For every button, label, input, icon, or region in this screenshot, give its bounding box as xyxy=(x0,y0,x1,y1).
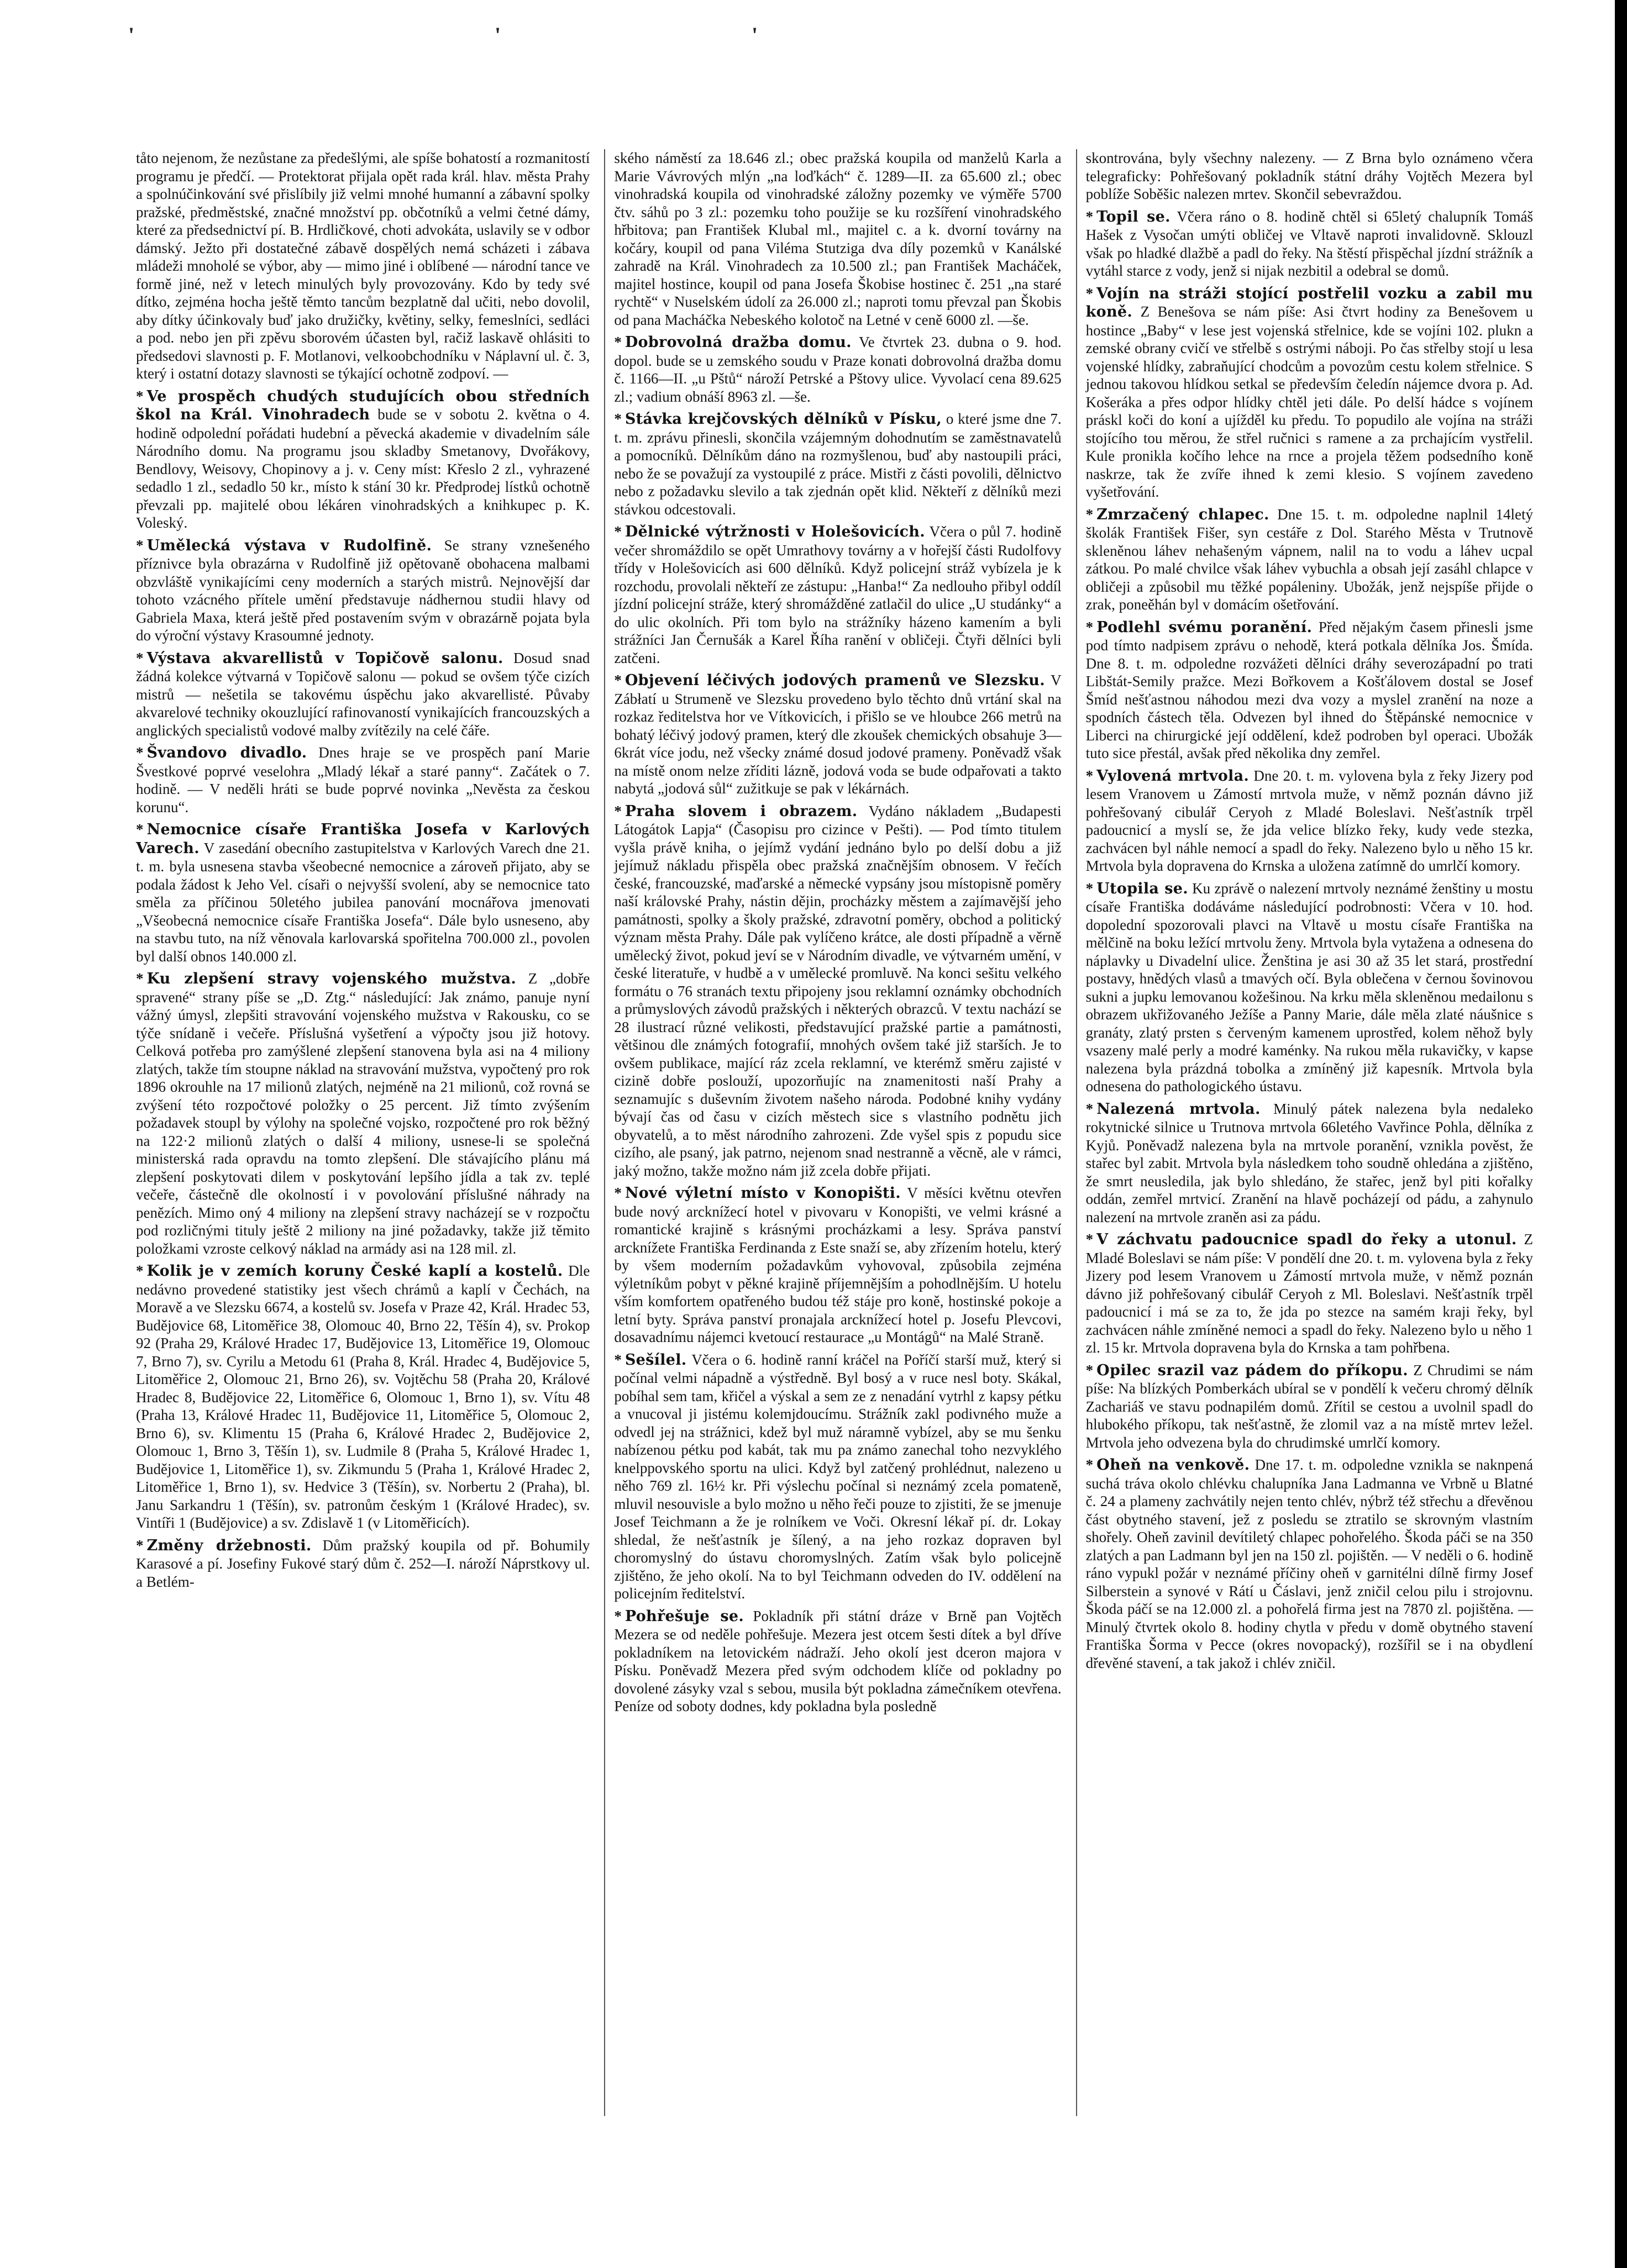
article-body: Před nějakým časem přinesli jsme pod tímto nadpisem zprávu o nehodě, která potkala dělníka Jos. Šmída. Dne 8. t. m. odpoledne rozvážeti dělníci dráhy severozápadní po trati Libštát-Semily pražce. Mezi Bořkovem a Košťálovem dostal se Josef Šmíd nešťastnou náhodou mezi dva vozy a myslel zranění na noze a spodních částech těla. Odvezen byl ihned do Štěpánské nemocnice v Liberci na chirurgické její oddělení, kdež podroben byl operaci. Ubožák tuto sice přestál, avšak před několika dny zemřel. xyxy=(1085,618,1533,761)
article-body: Z Mladé Boleslavi se nám píše: V pondělí dne 20. t. m. vylovena byla z řeky Jizery pod lesem Vranovem u Zámostí mrtvola muže, v němž poznán dávno již pohřešovaný cibulář Ceryoh z Ml. Boleslavi. Nešťastník trpěl padoucnicí i má se za to, že jda po stezce na samém kraji řeky, byl zachvácen náhle zmíněné nemoci a spadl do řeky. Nalezeno bylo u něho 1 zl. 15 kr. Mrtvola dopravena byla do Krnska a tam pohřbena. xyxy=(1085,1231,1533,1356)
article-headline: Vylovená mrtvola. xyxy=(1096,767,1250,785)
article xyxy=(1086,506,1533,614)
article xyxy=(614,1607,1061,1716)
article-headline: Ku zlepšení stravy vojenského mužstva. xyxy=(146,970,517,987)
article-marker: * xyxy=(136,744,144,761)
article-marker: * xyxy=(136,536,144,554)
article xyxy=(1086,1361,1533,1452)
article xyxy=(1086,767,1533,875)
article-marker: * xyxy=(136,649,144,666)
article xyxy=(614,1351,1061,1603)
article-marker: * xyxy=(614,672,622,688)
article xyxy=(1086,285,1533,501)
article xyxy=(614,410,1061,518)
article-headline: Zmrzačený chlapec. xyxy=(1096,506,1269,523)
article-body: Dne 17. t. m. odpoledne vznikla se naknpená suchá tráva okolo chlévku chalupníka Jana Ladmanna ve Vrbně u Blatné č. 24 a plameny zachvátily nejen tento chlév, nýbrž též střechu a dřevěnou část obytného stavení, jež z posledu se ztratilo se skrovným vlastním shořely. Oheň zavinil devítiletý chlapec pohořelého. Škoda páči se na 350 zlatých a pan Ladmann byl jen na 150 zl. pojištěn. — V neděli o 6. hodině ráno vypukl požár v neznámé příčiny oheň v garnitélni dílně firmy Josef Silberstein a synové v Rátí u Čáslavi, jenž zničil celou pilu i strojovnu. Škoda páčí se na 12.000 zl. a pohořelá firma jest na 7870 zl. pojištěna. — Minulý čtvrtek okolo 8. hodiny chytla v předu v domě obytného stavení Františka Šorma v Pecce (okres novopacký), rozšířil se i na obydlení dřevěné stavení, a tak jakož i chlév zničil. xyxy=(1085,1456,1533,1671)
article-marker: * xyxy=(1085,285,1094,302)
article-body: bude se v sobotu 2. května o 4. hodině odpolední pořádati hudební a pěvecká akademie v divadelním sále Národního domu. Na programu jsou skladby Smetanovy, Dvořákovy, Bendlovy, Weisovy, Chopinovy a j. v. Ceny míst: Křeslo 2 zl., vyhrazené sedadlo 1 zl., sedadlo 50 kr., místo k stání 30 kr. Předprodej lístků ochotně převzali pp. majitelé obou lékáren vinohradských a knihkupec p. K. Voleský. xyxy=(136,406,590,531)
article-headline: Vojín na stráži stojící postřelil vozku a zabil mu koně. xyxy=(1085,285,1533,320)
article-marker: * xyxy=(1085,618,1094,635)
article xyxy=(614,1184,1061,1346)
article-body: Minulý pátek nalezena byla nedaleko rokytnické silnice u Trutnova mrtvola 66letého Vavřince Pohla, dělníka z Kyjů. Poněvadž nalezena byla na mrtvole poranění, vznikla pověst, že stařec byl zabit. Mrtvola byla následkem toho soudně ohledána a zjištěno, že smrt neusledila, jak bylo shledáno, že stařec, jenž byl piti kořalky oddán, zemřel mrtvicí. Zranění na hlavě pocházejí od pádu, a zahynulo nalezení na mrtvole zraněn asi za pádu. xyxy=(1085,1100,1534,1225)
article-marker: * xyxy=(614,802,622,819)
article xyxy=(1086,1100,1533,1227)
article-body: o které jsme dne 7. t. m. zprávu přinesli, skončila vzájemným dohodnutím se zaměstnavatelů a pomocníků. Dělníkům dáno na rozmyšlenou, buď aby nastoupili práci, nebo že se považují za vystoupilé z práce. Mistři z části povolili, dělnictvo nebo z požadavku slevilo a tak zjednán opět klid. Někteří z dělníků mezi stávkou odcestovali. xyxy=(614,411,1062,518)
article-marker: * xyxy=(1085,208,1094,225)
article-marker: * xyxy=(136,1536,144,1554)
page-mark: ' xyxy=(752,23,758,48)
article-body: Pokladník při státní dráze v Brně pan Vojtěch Mezera se od neděle pohřešuje. Mezera jest otcem šesti dítek a byl dříve pokladníkem na letovickém nádraží. Jeho okolí jest dceron majora v Písku. Poněvadž Mezera před svým odchodem klíče od pokladny po dovolené zásyky vzal s sebou, musila být pokladna zámečníkem otevřena. Peníze od soboty dodnes, kdy pokladna byla posledně xyxy=(614,1607,1062,1714)
article-headline: Pohřešuje se. xyxy=(624,1607,744,1625)
article-headline: Kolik je v zemích koruny České kaplí a kostelů. xyxy=(146,1262,563,1280)
article-headline: Dobrovolná dražba domu. xyxy=(624,334,852,351)
article-body: Včera o 6. hodině ranní kráčel na Poříčí starší muž, který si počínal velmi nápadně a výstředně. Byl bosý a v ruce nesl boty. Skákal, pobíhal sem tam, křičel a výskal a sem ze z nenadání vytrhl z kapsy pétku a vnucoval ji jistému kolemjdoucímu. Strážník zakl podivného muže a odvedl jej na strážnici, kdež byl muž náramně vybízel, aby se mu šenku nabízenou pétku pod kabát, tak mu pa známo zanechal toho nezvyklého knelppovského sportu na ulici. Když byl zatčený prohlédnut, nalezeno u něho 769 zl. 16½ kr. Při výslechu počínal si neznámý zcela pomateně, mluvil nesouvisle a bylo možno u něho řeči pouze to zjistiti, že se jmenuje Josef Teichmann a že je rolníkem ve Voči. Okresní lékař pí. dr. Lokay shledal, že nešťastník je šílený, a na jeho rozkaz dopraven byl choromyslný do ústavu choromyslných. Zatím však bylo policejně zjištěno, že jeho okolí. Na to byl Teichmann odveden do IV. oddělení na policejním ředitelství. xyxy=(614,1351,1062,1602)
article-body: Vydáno nákladem „Budapesti Látogátok Lapja“ (Časopisu pro cizince v Pešti). — Pod tímto titulem vyšla právě kniha, o jejímž vydání jednáno bylo po delší dobu a již jejímuž nákladu přispěla obec pražská značnějším obnosem. V řečích české, francouzské, maďarské a německé vypsány jsou místopisně poměry naší královské Prahy, nástin dějin, procházky městem a zajímavější jeho památnosti, spolky a školy pražské, zdravotní poměry, obchod a politický význam města Prahy. Dále pak vylíčeno krátce, ale dosti případně a věrně umělecký život, pokud jeví se v Národním divadle, ve výtvarném umění, v české literatuře, v hudbě a v umělecké promluvě. Na konci sešitu velkého formátu o 76 stranách textu připojeny jsou reklamní oznámky obchodních a průmyslových závodů pražských i některých obrazců. V textu nachází se 28 ilustrací různé velikosti, představující pražské partie a památnosti, většinou dle známých fotografií, mnohých ovšem také již starších. Je to ovšem publikace, mající ráz zcela reklamní, ve kterémž směru zajisté v cizině dobře poslouží, upozorňujíc na znamenitosti naší Prahy a seznamujíc s duševním životem našeho národa. Podobné knihy vydány bývají čas od času v cizích městech sice s vlastního podnětu jich obyvatelů, a to měst národního zahrozeni. Zde vyšel spis z popudu sice cizího, ale psaný, jak patrno, nejenom snad nestranně a věcně, ale v rámci, jaký možno, takže možno nám již zcela dobře přijati. xyxy=(614,802,1062,1179)
article-headline: Dělnické výtržnosti v Holešovicích. xyxy=(624,523,925,540)
article xyxy=(136,820,590,965)
article-body: Ku zprávě o nalezení mrtvoly neznámé ženštiny u mostu císaře Františka dodáváme následující podrobnosti: Včera v 10. hod. dopolední spozorovali plavci na Vltavě u mostu císaře Františka na mělčině na boku ležící mrtvolu ženy. Mrtvola byla vytažena a odnesena do náplavky u Divadelní ulice. Ženština je asi 30 až 35 let stará, prostřední postavy, hnědých vlasů a tmavých očí. Byla oblečena v černou šovinovou sukni a jupku lemovanou kožešinou. Na krku měla skleněnou medailonu s obrazem ukřižovaného Ježíše a Panny Marie, dále měla zlaté náušnice s granáty, zlatý prsten s červeným kamenem uprostřed, kolem něhož byly vsazeny malé perly a modré kaménky. Na rukou měla rukavičky, v kapse nalezena byla prázdná tobolka a zmíněný již kapesník. Mrtvola byla odnesena do pathologického ústavu. xyxy=(1085,880,1533,1094)
page-mark: ' xyxy=(128,23,135,48)
article xyxy=(136,970,590,1257)
article-marker: * xyxy=(614,1607,622,1624)
article-body: V měsíci květnu otevřen bude nový arcknížecí hotel v pivovaru v Konopišti, ve velmi krásné a romantické krajině s krásnými procházkami a lesy. Správa panství arcknížete Františka Ferdinanda z Este snaží se, aby zřízením hotelu, který by všem moderním požadavkům vyhovoval, způsobila zejména výletníkům pobyt v pěkné krajině příjemnějším a pohodlnějším. U hotelu vším komfortem opatřeného budou též stáje pro koně, hostinské pokoje a letní byty. Správa panství pronajala arcknížecí hotel p. Josefu Plevcovi, dosavadnímu nájemci kvetoucí restaurace „u Montágů“ na Malé Straně. xyxy=(614,1185,1062,1345)
article-marker: * xyxy=(614,334,622,350)
article-headline: Nemocnice císaře Františka Josefa v Karlových Varech. xyxy=(136,821,590,857)
article-headline: Utopila se. xyxy=(1096,880,1188,897)
article-headline: Výstava akvarellistů v Topičově salonu. xyxy=(146,649,503,667)
article xyxy=(614,333,1061,406)
article-body: Dnes hraje se ve prospěch paní Marie Švestkové poprvé veselohra „Mladý lékař a staré panny“. Začátek o 7. hodině. — V neděli hráti se bude poprvé novinka „Nevěsta za českou korunu“. xyxy=(136,744,590,815)
article-headline: V záchvatu padoucnice spadl do řeky a utonul. xyxy=(1096,1231,1517,1248)
article xyxy=(1086,1230,1533,1357)
article xyxy=(1086,149,1533,203)
scan-edge xyxy=(1615,0,1627,2268)
article-body: Ve čtvrtek 23. dubna o 9. hod. dopol. bude se u zemského soudu v Praze konati dobrovolná dražba domu č. 1166—II. „u Pštů“ nároží Petrské a Pštovy ulice. Vyvolací cena 89.625 zl.; vadium obnáší 8963 zl. —še. xyxy=(614,334,1062,405)
article xyxy=(614,523,1061,667)
article xyxy=(1086,1456,1533,1672)
article-body: tåto nejenom, že nezůstane za předešlými, ale spíše bohatostí a rozmanitostí programu je předčí. — Protektorat přijala opět rada král. hlav. města Prahy a spolnúčinkování své přislíbily již velmi mnohé humanní a zábavní spolky pražské, předměstské, značné množství pp. občotníků a velmi četné dámy, které za předsednictví pí. B. Hrdličkové, choti advokáta, uslavily se v odbor dámský. Ježto při dostatečné zábavě dospělých nemá scházeti i zábava mládeži mnoholé se výbor, aby — mimo jiné i oblíbené — národní tance ve formě jiné, než v letech minulých byly provozovány. Kdo by tedy své dítko, zejména hocha ještě těmto tancům bezplatně dal učiti, nebo dovolil, aby dítky účinkovaly buď jako družičky, květiny, selky, femeslníci, sedláci a pod. nebo jen při zpěvu sborovém účasten byl, račiž laskavě ohlásiti to předsedovi slavnosti p. F. Motlanovi, velkoobchodníku v Náplavní ul. č. 3, který i ostatní dotazy slavnosti se týkající ochotně zodpoví. — xyxy=(136,150,590,382)
column-2 xyxy=(604,149,1064,2116)
column-3 xyxy=(1076,149,1536,2116)
article-body: V zasedání obecního zastupitelstva v Karlových Varech dne 21. t. m. byla usnesena stavba všeobecné nemocnice a zároveň přijato, aby se podala žádost k Jeho Vel. císaři o nejvyšší svolení, aby se nemocnice tato směla za příčinou 50letého jubilea panování mocnářova jmenovati „Všeobecná nemocnice císaře Františka Josefa“. Dále bylo usneseno, aby na stavbu tuto, na níž věnovala karlovarská spořitelna 700.000 zl., povolen byl další obnos 140.000 zl. xyxy=(136,839,590,965)
article xyxy=(136,387,590,532)
article-body: Z Chrudimi se nám píše: Na blízkých Pomberkách ubíral se v pondělí k večeru chromý dělník Zachariáš ve stavu podnapilém domů. Zřítil se cestou a uvolnil spadl do hlubokého příkopu, tak nešťastně, že zlomil vaz a na místě mrtev ležel. Mrtvola jeho odvezena byla do chrudimské umrlčí komory. xyxy=(1085,1361,1533,1451)
article xyxy=(136,536,590,645)
article-marker: * xyxy=(1085,1361,1094,1378)
article xyxy=(614,149,1061,329)
article-headline: Praha slovem i obrazem. xyxy=(624,802,858,820)
article-body: ského náměstí za 18.646 zl.; obec pražská koupila od manželů Karla a Marie Vávrových mlýn „na loďkách“ č. 1289—II. za 65.600 zl.; obec vinohradská koupila od vinohradské záložny pozemky ve výměře 5700 čtv. sáhů po 3 zl.: pozemku toho použije se ku rozšíření vinohradského hřbitova; pan František Klubal ml., majitel c. a k. dvorní továrny na kočáry, koupil od pana Viléma Stutziga dva díly pozemků v Kanálské zahradě na Král. Vinohradech za 10.500 zl.; pan František Macháček, majitel hostince, koupil od pana Josefa Škobise hostinec č. 251 „na staré rychtě“ v Nuselském údolí za 26.000 zl.; naproti tomu převzal pan Škobis od pana Macháčka Nebeského kolotoč na Letné v ceně 6000 zl. —še. xyxy=(614,150,1062,328)
article-marker: * xyxy=(136,970,144,987)
article-body: Se strany vznešeného příznivce byla obrazárna v Rudolfině již opětovaně obohacena malbami obzvláště vynikajícími ceny moderních a starých mistrů. Nejnovější dar tohoto vzácného přítele umění představuje nádhernou studii hlavy od Gabriela Maxa, která ještě před postavením svým v obrazárně pojata byla do výroční výstavy Krasoumné jednoty. xyxy=(136,536,590,644)
article-marker: * xyxy=(614,411,622,427)
article-body: Včera o půl 7. hodině večer shromáždilo se opět Umrathovy továrny a v hořejší části Rudolfovy třídy v Holešovicích asi 600 dělníků. Když policejní stráž vybízela je k rozchodu, provolali někteří ze zástupu: „Hanba!“ Za nedlouho přibyl oddíl jízdní policejní stráže, který shromážděné zatlačil do ulice „U studánky“ a do ulic okolních. Při tom bylo na strážníky házeno kamením a byli strážníci Jan Černušák a Karel Říha ranění v obličeji. Čtyři dělníci byli zatčeni. xyxy=(614,523,1062,666)
article-headline: Nové výletní místo v Konopišti. xyxy=(624,1185,901,1202)
article-headline: Umělecká výstava v Rudolfině. xyxy=(146,536,432,554)
text-columns xyxy=(133,149,1536,2116)
article-headline: Nalezená mrtvola. xyxy=(1096,1100,1261,1118)
article-body: Dosud snad žádná kolekce výtvarná v Topičově salonu — pokud se ovšem týče cizích mistrů — nešetila se takovému úspěchu jako akvarellisté. Půvaby akvarelové techniky okouzlující rafinovaností vynikajících francouzských a anglických specialistů vodové malby zvítězily na celé čáře. xyxy=(136,649,590,739)
article-marker: * xyxy=(1085,1100,1094,1117)
article xyxy=(1086,880,1533,1096)
article xyxy=(136,1536,590,1591)
article-marker: * xyxy=(614,1351,622,1368)
article-marker: * xyxy=(136,1262,144,1279)
article-body: Dle nedávno provedené statistiky jest všech chrámů a kaplí v Čechách, na Moravě a ve Slezsku 6674, a kostelů sv. Josefa v Praze 42, Král. Hradec 53, Budějovice 68, Litoměřice 38, Olomouc 40, Brno 22, Těšín 4), sv. Prokop 92 (Praha 29, Králové Hradec 17, Budějovice 13, Litoměřice 19, Olomouc 7, Brno 7), sv. Cyrilu a Metodu 61 (Praha 8, Král. Hradec 4, Budějovice 5, Litoměřice 2, Olomouc 21, Brno 26), sv. Vojtěchu 58 (Praha 20, Králové Hradec 8, Budějovice 22, Litoměřice 6, Olomouc 1, Brno 1), sv. Vítu 48 (Praha 13, Králové Hradec 11, Budějovice 11, Litoměřice 5, Olomouc 2, Brno 6), sv. Klimentu 15 (Praha 6, Králové Hradec 2, Budějovice 2, Olomouc 1, Brno 3, Těšín 1), sv. Ludmile 8 (Praha 5, Králové Hradec 1, Budějovice 1, Litoměřice 1), sv. Zikmundu 5 (Praha 1, Králové Hradec 2, Litoměřice 1, Brno 1), sv. Hedvice 3 (Těšín), sv. Norbertu 2 (Praha), bl. Janu Sarkandru 1 (Těšín), sv. patronům českým 1 (Králové Hradec), sv. Vintíři 1 (Budějovice) a sv. Zdislavě 1 (v Litoměřicích). xyxy=(136,1262,590,1531)
article-marker: * xyxy=(136,821,144,838)
article xyxy=(614,671,1061,798)
article xyxy=(136,744,590,816)
article-headline: Ve prospěch chudých studujících obou středních škol na Král. Vinohradech xyxy=(136,387,590,423)
article xyxy=(136,649,590,740)
article xyxy=(614,802,1061,1180)
article-headline: Sešílel. xyxy=(624,1351,687,1369)
article-marker: * xyxy=(1085,880,1094,897)
article-marker: * xyxy=(1085,767,1094,784)
page-mark: ' xyxy=(495,23,501,48)
article-body: Dne 15. t. m. odpoledne naplnil 14letý školák František Fišer, syn cestáře z Dol. Starého Města v Trutnově skleněnou láhev nehašeným vápnem, nalil na to vodu a láhev ucpal zátkou. Po malé chvilce však láhev vybuchla a obsah její zasáhl chlapce v obličeji a způsobil mu těžké popáleniny. Ubožák, jenž nejspíše přijde o zrak, poneěhán byl v domácím ošetřování. xyxy=(1085,506,1533,613)
article-headline: Opilec srazil vaz pádem do příkopu. xyxy=(1096,1361,1408,1379)
article-headline: Změny držebnosti. xyxy=(146,1536,312,1554)
article-headline: Podlehl svému poranění. xyxy=(1096,618,1313,636)
article-marker: * xyxy=(1085,506,1094,523)
article-marker: * xyxy=(1085,1456,1094,1473)
article xyxy=(136,1262,590,1532)
article xyxy=(1086,208,1533,280)
article-body: skontrována, byly všechny nalezeny. — Z Brna bylo oznámeno včera telegraficky: Pohřešovaný pokladník státní dráhy Vojtěch Mezera byl poblíže Soběšic nalezen mrtev. Skončil sebevraždou. xyxy=(1085,150,1533,202)
article-body: Dne 20. t. m. vylovena byla z řeky Jizery pod lesem Vranovem u Zámostí mrtvola muže, v němž poznán dávno již pohřešovaný cibulář Ceryoh z Mladé Boleslavi. Nešťastník trpěl padoucnicí a myslí se, že jda velice blízko řeky, kudy vede stezka, zachvácen byl náhle nemocí a spadl do řeky. Nalezeno bylo u něho 15 kr. Mrtvola byla dopravena do Krnska a uložena zatímně do umrlčí komory. xyxy=(1085,767,1533,874)
article-body: Dům pražský koupila od př. Bohumily Karasové a pí. Josefiny Fukové starý dům č. 252—I. nároží Náprstkovy ul. a Betlém- xyxy=(136,1536,590,1590)
article-marker: * xyxy=(136,387,144,404)
article-headline: Topil se. xyxy=(1096,208,1171,225)
article-headline: Oheň na venkově. xyxy=(1096,1456,1250,1474)
article-marker: * xyxy=(614,523,622,540)
article xyxy=(1086,618,1533,762)
column-1 xyxy=(133,149,593,2116)
article-marker: * xyxy=(614,1185,622,1201)
article-body: Z Benešova se nám píše: Asi čtvrt hodiny za Benešovem u hostince „Baby“ v lese jest vojenská střelnice, kde se vojíni 102. plukn a zemské obrany cvičí ve střelbě s ostrými náboji. Po čas střelby stojí u lesa vojenské hlídky, zabraňující chodcům a povozům cestu kolem střelnice. S jednou takovou hlídkou setkal se především čeledín nájemce dvora p. Ad. Košeráka a přes odpor hlídky chtěl jeti dále. Po delší hádce s vojínem práskl koči do koní a ujížděl ku předu. To popudilo ale vojína na stráži stojícího tou měrou, že střel ručnici s ramene a za prchajícím vystřelil. Kule pronikla kočího lehce na rnce a projela těžem podsedního koně naskrze, tak že zvíře ihned k zemi klesio. S vojínem zavedeno vyšetřování. xyxy=(1085,303,1533,500)
article-body: Z „dobře spravené“ strany píše se „D. Ztg.“ následující: Jak známo, panuje nyní vážný úmysl, zlepšiti stravování vojenského mužstva v Rakousku, co se týče snídaně i večeře. Příslušná vyšetření a výpočty jsou již hotovy. Celková potřeba pro zamýšlené zlepšení stanovena byla asi na 4 miliony zlatých, takže tím stoupne náklad na stravování mužstva, vypočtený pro rok 1896 okrouhle na 17 milionů zlatých, nejméně na 21 milionů, což rovná se zvýšení této rozpočtové položky o 25 percent. Již tímto zvýšením požadavek stoupl by výlohy na společné vojsko, rozpočtené pro rok běžný na 122·2 milionů zlatých o další 4 miliony, usnese-li se společná ministerská rada opravdu na tomto zlepšení. Dle stávajícího plánu má zlepšení poskytovati dilem v poskytování lepšího jídla a tak zv. teplé večeře, částečně dle okolností i v povolování příslušné náhrady na penězích. Mimo oný 4 miliony na zlepšení stravy nacházejí se v rozpočtu pod rozličnými tituly ještě 2 miliony na jiné požadavky, takže již těmito položkami vzroste celkový náklad na armády asi na 128 mil. zl. xyxy=(136,970,590,1257)
article-body: V Zábłatí u Strumeně ve Slezsku provedeno bylo těchto dnů vrtání skal na rozkaz ředitelstva hor ve Vítkovicích, i přišlo se ve hloubce 266 metrů na bohatý léčivý jodový pramen, který dle zkoušek chemických obsahuje 3—6krát více jodu, než všecky známé dosud jodové prameny. Poněvadž však na místě onom nelze zříditi lázně, jodová voda se bude odpařovati a takto nabytá „jodová sůl“ zužitkuje se pak v lékárnách. xyxy=(614,672,1062,797)
article-headline: Švandovo divadlo. xyxy=(146,744,307,761)
article-marker: * xyxy=(1085,1231,1094,1248)
article-headline: Objevení léčivých jodových pramenů ve Slezsku. xyxy=(624,672,1045,689)
article-headline: Stávka krejčovských dělníků v Písku, xyxy=(624,411,942,428)
article xyxy=(136,149,590,383)
article-body: Včera ráno o 8. hodině chtěl si 65letý chalupník Tomáš Hašek z Vysočan umýti obličej ve Vltavě naproti invalidovně. Sklouzl však po hladké dlažbě a padl do řeky. Na štěstí přispěchal jízdní strážník a vytáhl starce z vody, jenž si nijak nezbitil a odebral se domů. xyxy=(1085,208,1533,279)
